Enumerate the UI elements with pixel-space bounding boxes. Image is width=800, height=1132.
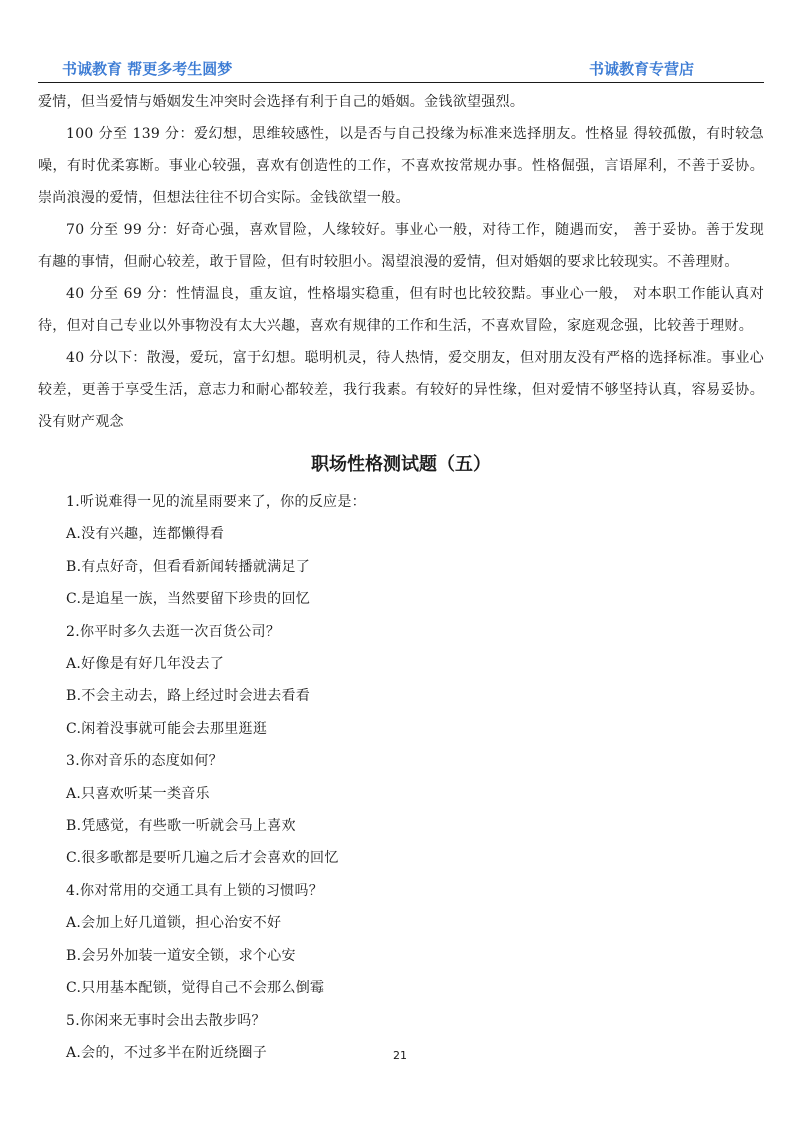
answer-option: A.会加上好几道锁，担心治安不好: [66, 915, 282, 932]
answer-option: A.好像是有好几年没去了: [66, 656, 225, 673]
question-line: 4.你对常用的交通工具有上锁的习惯吗？: [66, 882, 324, 899]
document-body: [38, 86, 764, 1069]
page-number: 21: [393, 1049, 407, 1062]
question-line: 3.你对音乐的态度如何？: [66, 753, 223, 770]
answer-option: A.会的，不过多半在附近绕圈子: [66, 1044, 268, 1061]
answer-option: B.不会主动去，路上经过时会进去看看: [66, 688, 311, 705]
answer-option: C.闲着没事就可能会去那里逛逛: [66, 720, 268, 737]
answer-option: C.很多歌都是要听几遍之后才会喜欢的回忆: [66, 850, 339, 867]
answer-option: B.会另外加装一道安全锁，求个心安: [66, 947, 296, 964]
answer-option: C.只用基本配锁，觉得自己不会那么倒霉: [66, 980, 325, 997]
header-slogan: 书诚教育 帮更多考生圆梦: [62, 60, 233, 78]
paragraph: 爱情，但当爱情与婚姻发生冲突时会选择有利于自己的婚姻。金钱欲望强烈。: [38, 94, 525, 110]
answer-option: A.没有兴趣，连都懒得看: [66, 526, 225, 543]
paragraph: 40 分以下：散漫，爱玩，富于幻想。聪明机灵，待人热情，爱交朋友，但对朋友没有严格的选择标准。事业心较差，更善于享受生活，意志力和耐心都较差，我行我素。有较好的异性缘，但对爱情不够坚持认真，容易妥协。没有财产观念: [38, 350, 764, 430]
answer-option: B.有点好奇，但看看新闻转播就满足了: [66, 558, 311, 575]
question-line: 5.你闲来无事时会出去散步吗？: [66, 1012, 266, 1029]
answer-option: A.只喜欢听某一类音乐: [66, 785, 210, 802]
paragraph: 70 分至 99 分：好奇心强，喜欢冒险，人缘较好。事业心一般，对待工作，随遇而安， 善于妥协。善于发现有趣的事情，但耐心较差，敢于冒险，但有时较胆小。渴望浪漫的爱情，但对婚姻的要求比较现实。不善理财。: [38, 222, 764, 270]
paragraph: 40 分至 69 分：性情温良，重友谊，性格塌实稳重，但有时也比较狡黠。事业心一般， 对本职工作能认真对待，但对自己专业以外事物没有太大兴趣，喜欢有规律的工作和生活，不喜欢冒险，家庭观念强，比较善于理财。: [38, 286, 764, 334]
question-line: 1.听说难得一见的流星雨要来了，你的反应是：: [66, 494, 366, 510]
answer-option: C.是追星一族，当然要留下珍贵的回忆: [66, 591, 311, 608]
answer-option: B.凭感觉，有些歌一听就会马上喜欢: [66, 818, 296, 835]
section-title: 职场性格测试题（五）: [311, 454, 491, 475]
header-store-name: 书诚教育专营店: [588, 60, 694, 78]
paragraph: 100 分至 139 分：爱幻想，思维较感性，以是否与自己投缘为标准来选择朋友。性格显 得较孤傲，有时较急噪，有时优柔寡断。事业心较强，喜欢有创造性的工作，不喜欢按常规办事。性格倔强，言语犀利，不善于妥协。崇尚浪漫的爱情，但想法往往不切合实际。金钱欲望一般。: [38, 126, 764, 206]
page-header: [38, 54, 764, 83]
question-line: 2.你平时多久去逛一次百货公司？: [66, 623, 281, 640]
